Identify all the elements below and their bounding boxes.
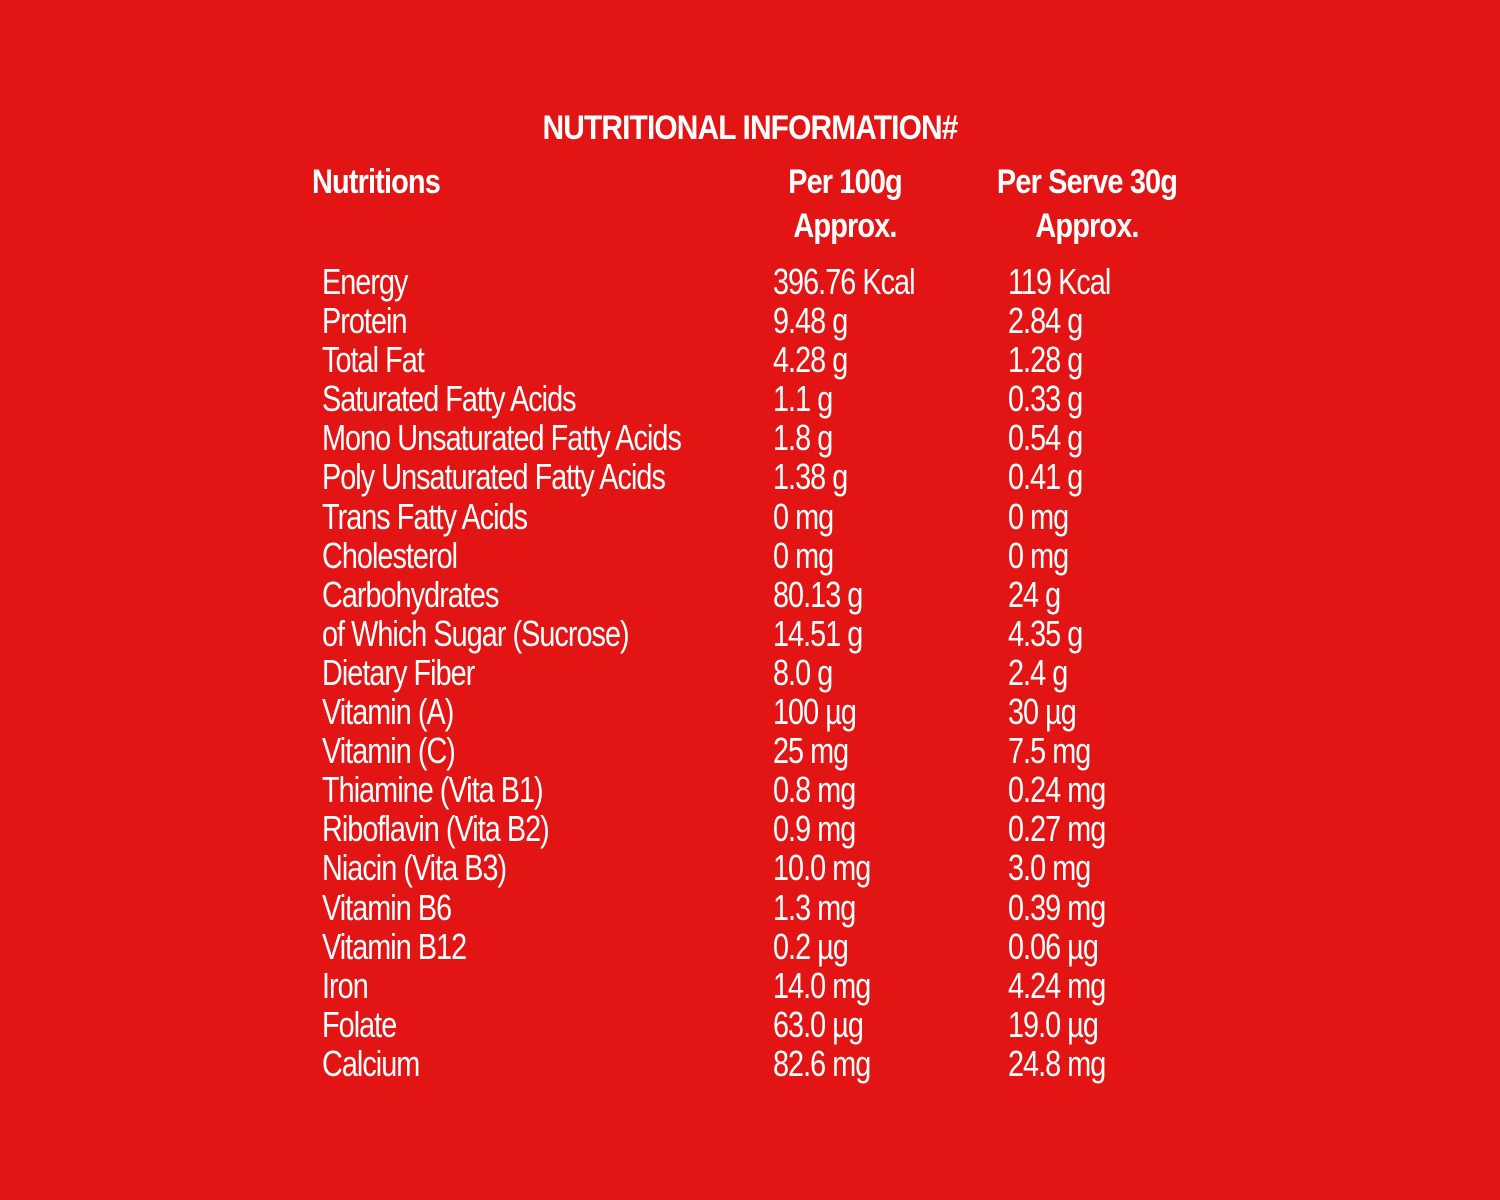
nutrient-name: Niacin (Vita B3)	[322, 847, 507, 889]
nutrient-name: Dietary Fiber	[322, 651, 475, 693]
table-row	[0, 1044, 1500, 1083]
value-per-100g: 4.28 g	[773, 339, 848, 381]
nutrient-name: Carbohydrates	[322, 573, 499, 615]
nutrient-name: Vitamin (C)	[322, 730, 455, 772]
table-row	[0, 614, 1500, 653]
table-row	[0, 809, 1500, 848]
value-per-serve: 30 µg	[1008, 691, 1076, 733]
value-per-100g: 80.13 g	[773, 573, 863, 615]
value-per-100g: 396.76 Kcal	[773, 261, 915, 302]
table-row	[0, 418, 1500, 457]
table-row	[0, 340, 1500, 379]
value-per-serve: 24 g	[1008, 573, 1061, 615]
value-per-100g: 1.8 g	[773, 417, 833, 459]
value-per-100g: 0 mg	[773, 495, 834, 537]
header-per-serve	[977, 160, 1198, 248]
value-per-100g: 0.8 mg	[773, 769, 856, 811]
header-per-100g-line1: Per 100g	[788, 163, 902, 201]
value-per-100g: 14.0 mg	[773, 964, 871, 1006]
nutrient-name: Saturated Fatty Acids	[322, 378, 576, 420]
value-per-100g: 10.0 mg	[773, 847, 871, 889]
value-per-serve: 0.27 mg	[1008, 808, 1106, 850]
value-per-serve: 0.24 mg	[1008, 769, 1106, 811]
table-row	[0, 575, 1500, 614]
value-per-serve: 0.06 µg	[1008, 925, 1098, 967]
header-per-serve-line2: Approx.	[1035, 207, 1139, 245]
table-row	[0, 262, 1500, 301]
table-row	[0, 692, 1500, 731]
value-per-serve: 3.0 mg	[1008, 847, 1091, 889]
nutrient-name: Calcium	[322, 1042, 420, 1084]
nutrient-name: Vitamin (A)	[322, 691, 454, 733]
table-row	[0, 770, 1500, 809]
value-per-serve: 0 mg	[1008, 534, 1069, 576]
value-per-serve: 0.39 mg	[1008, 886, 1106, 928]
nutrient-name: Folate	[322, 1003, 397, 1045]
value-per-serve: 2.4 g	[1008, 651, 1068, 693]
table-row	[0, 848, 1500, 887]
value-per-serve: 119 Kcal	[1008, 261, 1111, 302]
table-row	[0, 731, 1500, 770]
table-row	[0, 536, 1500, 575]
value-per-100g: 82.6 mg	[773, 1042, 871, 1084]
value-per-serve: 0.33 g	[1008, 378, 1083, 420]
nutrient-name: Total Fat	[322, 339, 424, 381]
value-per-serve: 0.41 g	[1008, 456, 1083, 498]
value-per-100g: 63.0 µg	[773, 1003, 863, 1045]
value-per-serve: 19.0 µg	[1008, 1003, 1098, 1045]
table-row	[0, 966, 1500, 1005]
value-per-100g: 1.3 mg	[773, 886, 856, 928]
value-per-serve: 7.5 mg	[1008, 730, 1091, 772]
value-per-100g: 100 µg	[773, 691, 856, 733]
nutrient-name: Trans Fatty Acids	[322, 495, 528, 537]
header-per-100g-line2: Approx.	[793, 207, 897, 245]
header-per-serve-line1: Per Serve 30g	[996, 163, 1178, 201]
value-per-100g: 1.1 g	[773, 378, 833, 420]
panel-title: NUTRITIONAL INFORMATION#	[542, 109, 958, 147]
value-per-serve: 4.24 mg	[1008, 964, 1106, 1006]
value-per-serve: 2.84 g	[1008, 300, 1083, 342]
nutrient-name: Protein	[322, 300, 407, 342]
nutrient-name: Poly Unsaturated Fatty Acids	[322, 456, 665, 498]
value-per-serve: 0 mg	[1008, 495, 1069, 537]
value-per-100g: 0.2 µg	[773, 925, 848, 967]
value-per-serve: 4.35 g	[1008, 612, 1083, 654]
value-per-100g: 0.9 mg	[773, 808, 856, 850]
value-per-serve: 0.54 g	[1008, 417, 1083, 459]
table-row	[0, 653, 1500, 692]
nutrient-name: Iron	[322, 964, 368, 1006]
header-nutritions: Nutritions	[312, 163, 440, 201]
table-row	[0, 301, 1500, 340]
table-row	[0, 888, 1500, 927]
nutrient-name: Mono Unsaturated Fatty Acids	[322, 417, 681, 459]
value-per-100g: 9.48 g	[773, 300, 848, 342]
nutrition-rows	[0, 262, 1500, 1083]
nutrient-name: Riboflavin (Vita B2)	[322, 808, 549, 850]
value-per-100g: 8.0 g	[773, 651, 833, 693]
value-per-serve: 24.8 mg	[1008, 1042, 1106, 1084]
nutrient-name: Energy	[322, 261, 408, 302]
value-per-100g: 1.38 g	[773, 456, 848, 498]
value-per-100g: 14.51 g	[773, 612, 863, 654]
table-row	[0, 497, 1500, 536]
table-row	[0, 1005, 1500, 1044]
table-row	[0, 379, 1500, 418]
table-row	[0, 927, 1500, 966]
nutrient-name: of Which Sugar (Sucrose)	[322, 612, 629, 654]
nutrient-name: Thiamine (Vita B1)	[322, 769, 543, 811]
table-row	[0, 457, 1500, 496]
nutrient-name: Cholesterol	[322, 534, 458, 576]
value-per-100g: 0 mg	[773, 534, 834, 576]
nutrient-name: Vitamin B12	[322, 925, 467, 967]
nutrient-name: Vitamin B6	[322, 886, 452, 928]
value-per-100g: 25 mg	[773, 730, 849, 772]
header-per-100g	[735, 160, 956, 248]
value-per-serve: 1.28 g	[1008, 339, 1083, 381]
